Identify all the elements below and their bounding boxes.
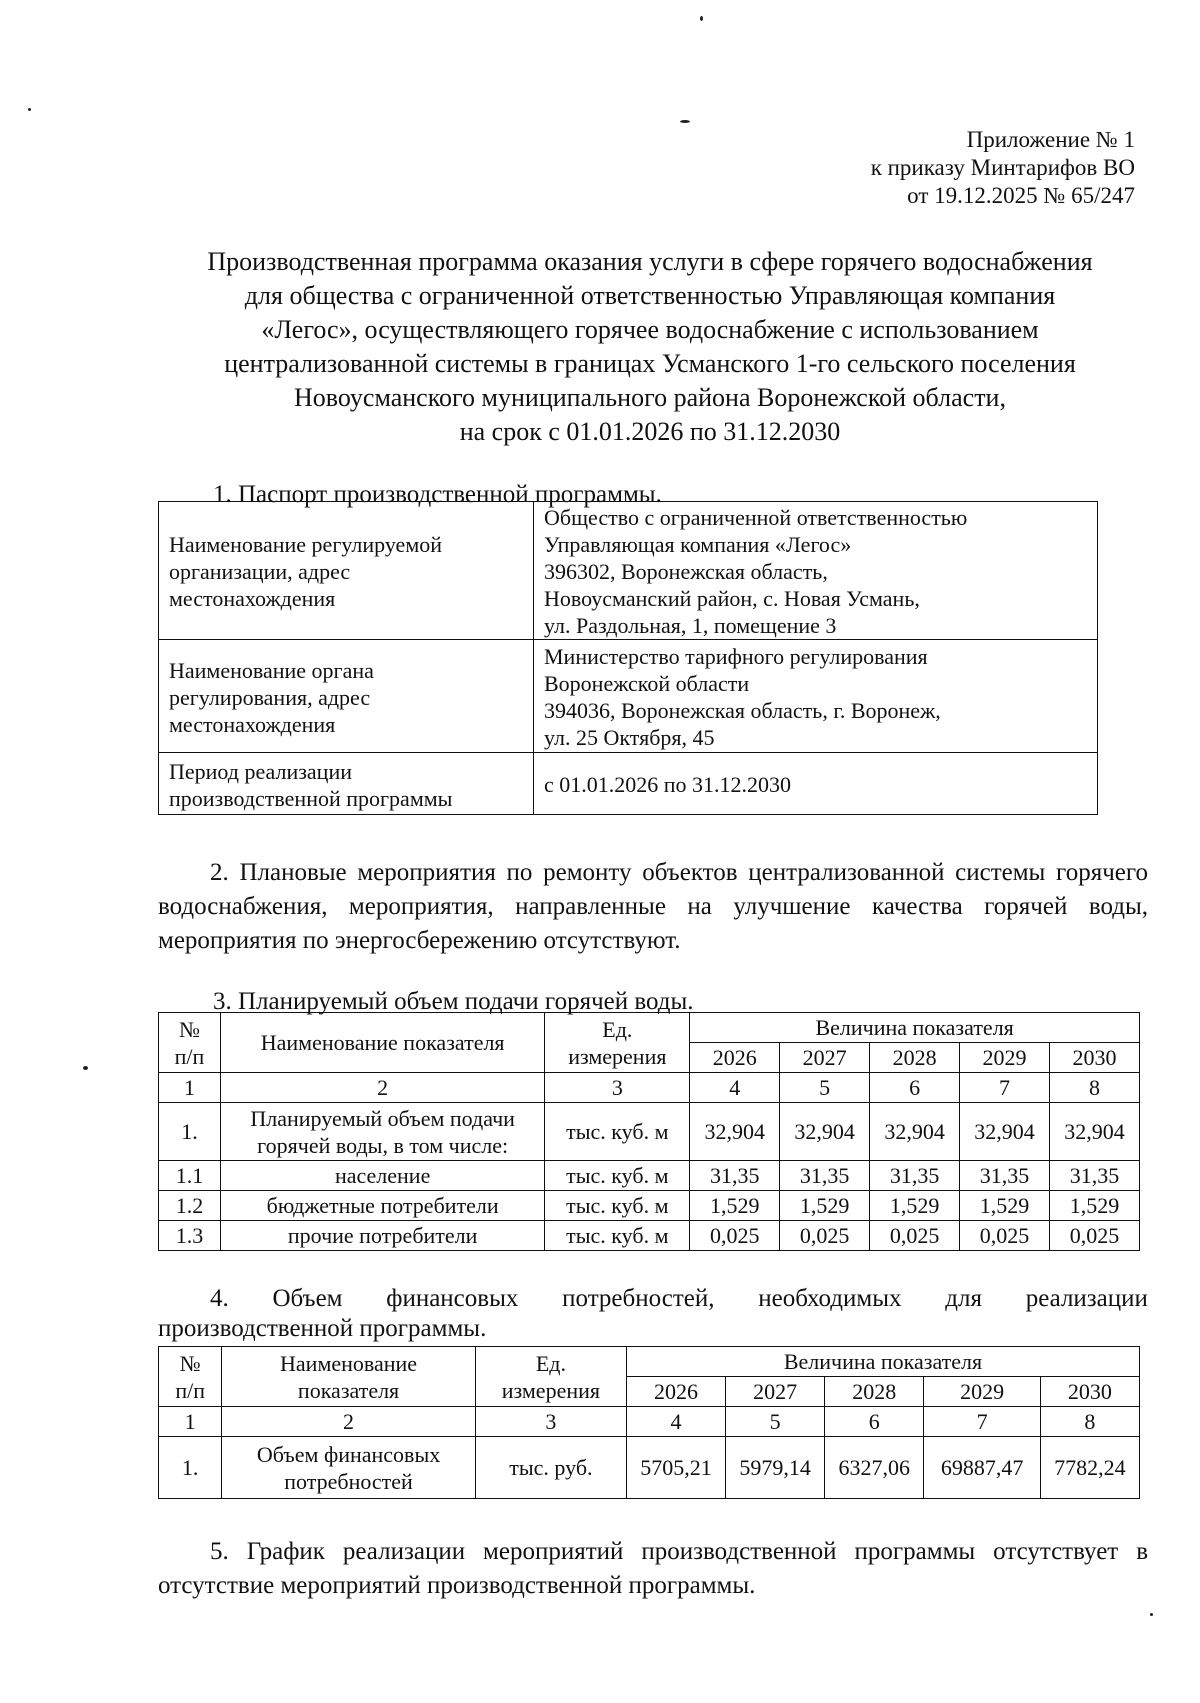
column-number: 8 bbox=[1040, 1407, 1139, 1437]
row-num: 1. bbox=[159, 1437, 222, 1499]
row-name: Планируемый объем подачи горячей воды, в том числе: bbox=[220, 1103, 544, 1161]
table-cell bbox=[159, 753, 534, 815]
header-num: № п/п bbox=[159, 1347, 222, 1407]
cell-line: организации, адрес bbox=[169, 559, 351, 584]
row-value: 6327,06 bbox=[825, 1437, 924, 1499]
scan-speck bbox=[1150, 1613, 1153, 1616]
section1-heading: 1. Паспорт производственной программы. bbox=[213, 481, 662, 508]
row-name: Объем финансовых потребностей bbox=[222, 1437, 475, 1499]
header-year: 2028 bbox=[825, 1377, 924, 1407]
table-row bbox=[159, 1103, 1140, 1161]
section3-heading: 3. Планируемый объем подачи горячей воды. bbox=[213, 988, 694, 1015]
section-number: 4. bbox=[210, 1285, 229, 1312]
appendix-line: от 19.12.2025 № 65/247 bbox=[907, 183, 1135, 208]
hot-water-volume-table bbox=[158, 1012, 1140, 1251]
table-cell bbox=[534, 502, 1098, 640]
column-number: 6 bbox=[825, 1407, 924, 1437]
passport-table bbox=[158, 501, 1098, 815]
column-number: 1 bbox=[159, 1407, 222, 1437]
section5-text: График реализации мероприятий производственной программы отсутствует в отсутствие мероприятий производственной программы. bbox=[158, 1538, 1149, 1599]
header-unit: Ед. измерения bbox=[475, 1347, 626, 1407]
row-value: 5979,14 bbox=[726, 1437, 825, 1499]
row-value: 32,904 bbox=[690, 1103, 780, 1161]
row-value: 31,35 bbox=[690, 1161, 780, 1191]
row-name: бюджетные потребители bbox=[220, 1191, 544, 1221]
header-name: Наименование показателя bbox=[222, 1347, 475, 1407]
row-num: 1. bbox=[159, 1103, 221, 1161]
appendix-reference bbox=[871, 126, 1135, 210]
column-number: 1 bbox=[159, 1073, 221, 1103]
column-number: 4 bbox=[627, 1407, 726, 1437]
row-num: 1.1 bbox=[159, 1161, 221, 1191]
section2-text: Плановые мероприятия по ремонту объектов централизованной системы горячего водоснабжения, мероприятия, направленные на улучшение качества горячей воды, мероприятия по энергосбережению отсутствуют. bbox=[158, 859, 1148, 954]
cell-line: Наименование регулируемой bbox=[169, 532, 443, 557]
column-number: 6 bbox=[870, 1073, 960, 1103]
header-year: 2030 bbox=[1040, 1377, 1139, 1407]
table-cell bbox=[534, 753, 1098, 815]
scan-speck bbox=[700, 16, 703, 21]
table-row bbox=[159, 640, 1098, 753]
row-value: 32,904 bbox=[960, 1103, 1050, 1161]
cell-line: производственной программы bbox=[169, 785, 453, 811]
section-number: 2. bbox=[210, 859, 229, 886]
header-year: 2026 bbox=[627, 1377, 726, 1407]
row-value: 0,025 bbox=[1050, 1221, 1140, 1251]
section4-heading: 4. Объем финансовых потребностей, необходимых для реализации производственной программы. bbox=[158, 1285, 1148, 1342]
cell-line: Воронежской области bbox=[544, 671, 750, 696]
header-year: 2027 bbox=[780, 1043, 870, 1073]
table-cell bbox=[159, 640, 534, 753]
section-number: 5. bbox=[210, 1538, 229, 1565]
table-cell bbox=[159, 502, 534, 640]
row-value: 0,025 bbox=[780, 1221, 870, 1251]
header-year: 2028 bbox=[870, 1043, 960, 1073]
row-value: 0,025 bbox=[960, 1221, 1050, 1251]
row-unit: тыс. руб. bbox=[475, 1437, 626, 1499]
row-value: 1,529 bbox=[1050, 1191, 1140, 1221]
header-year: 2029 bbox=[924, 1377, 1040, 1407]
document-title bbox=[120, 245, 1180, 449]
cell-line: Общество с ограниченной ответственностью bbox=[544, 505, 968, 530]
column-number: 2 bbox=[222, 1407, 475, 1437]
title-line: на срок с 01.01.2026 по 31.12.2030 bbox=[459, 417, 841, 446]
cell-line: ул. 25 Октября, 45 bbox=[544, 725, 715, 750]
cell-line: Управляющая компания «Легос» bbox=[544, 532, 852, 557]
row-num: 1.3 bbox=[159, 1221, 221, 1251]
cell-line: с 01.01.2026 по 31.12.2030 bbox=[544, 772, 792, 797]
cell-line: местонахождения bbox=[169, 711, 336, 737]
header-year: 2026 bbox=[690, 1043, 780, 1073]
title-line: Производственная программа оказания услуги в сфере горячего водоснабжения bbox=[207, 247, 1093, 276]
table-header-row bbox=[159, 1013, 1140, 1043]
row-value: 32,904 bbox=[1050, 1103, 1140, 1161]
row-value: 1,529 bbox=[690, 1191, 780, 1221]
table-row bbox=[159, 1221, 1140, 1251]
cell-line: Новоусманский район, с. Новая Усмань, bbox=[544, 586, 920, 611]
scan-speck bbox=[83, 1066, 88, 1070]
row-value: 0,025 bbox=[870, 1221, 960, 1251]
row-value: 31,35 bbox=[780, 1161, 870, 1191]
cell-line: местонахождения bbox=[169, 586, 336, 611]
row-value: 31,35 bbox=[960, 1161, 1050, 1191]
cell-line: Период реализации bbox=[169, 758, 353, 784]
row-value: 1,529 bbox=[870, 1191, 960, 1221]
row-name: прочие потребители bbox=[220, 1221, 544, 1251]
cell-line: 396302, Воронежская область, bbox=[544, 559, 828, 584]
header-unit: Ед. измерения bbox=[545, 1013, 690, 1073]
row-value: 0,025 bbox=[690, 1221, 780, 1251]
table-row bbox=[159, 753, 1098, 815]
column-number-row bbox=[159, 1407, 1140, 1437]
section5-paragraph bbox=[158, 1535, 1148, 1603]
column-number: 7 bbox=[924, 1407, 1040, 1437]
financial-needs-table bbox=[158, 1346, 1140, 1499]
header-name: Наименование показателя bbox=[220, 1013, 544, 1073]
row-value: 7782,24 bbox=[1040, 1437, 1139, 1499]
row-unit: тыс. куб. м bbox=[545, 1103, 690, 1161]
column-number: 3 bbox=[545, 1073, 690, 1103]
header-year: 2029 bbox=[960, 1043, 1050, 1073]
scan-speck bbox=[28, 108, 31, 111]
row-num: 1.2 bbox=[159, 1191, 221, 1221]
column-number: 7 bbox=[960, 1073, 1050, 1103]
row-value: 69887,47 bbox=[924, 1437, 1040, 1499]
cell-line: 394036, Воронежская область, г. Воронеж, bbox=[544, 698, 941, 723]
title-line: Новоусманского муниципального района Воронежской области, bbox=[294, 383, 1006, 412]
header-num: № п/п bbox=[159, 1013, 221, 1073]
column-number: 3 bbox=[475, 1407, 626, 1437]
table-header-row bbox=[159, 1347, 1140, 1377]
row-name: население bbox=[220, 1161, 544, 1191]
header-value-group: Величина показателя bbox=[690, 1013, 1140, 1043]
title-line: «Легос», осуществляющего горячее водоснабжение с использованием bbox=[261, 315, 1039, 344]
row-value: 5705,21 bbox=[627, 1437, 726, 1499]
table-row bbox=[159, 1161, 1140, 1191]
cell-line: ул. Раздольная, 1, помещение 3 bbox=[544, 613, 837, 638]
cell-line: регулирования, адрес bbox=[169, 684, 371, 710]
column-number: 4 bbox=[690, 1073, 780, 1103]
section2-paragraph bbox=[158, 856, 1148, 958]
header-value-group: Величина показателя bbox=[627, 1347, 1140, 1377]
row-value: 1,529 bbox=[780, 1191, 870, 1221]
title-line: централизованной системы в границах Усманского 1-го сельского поселения bbox=[224, 349, 1076, 378]
table-cell bbox=[534, 640, 1098, 753]
row-value: 31,35 bbox=[1050, 1161, 1140, 1191]
row-unit: тыс. куб. м bbox=[545, 1191, 690, 1221]
row-value: 1,529 bbox=[960, 1191, 1050, 1221]
column-number: 5 bbox=[726, 1407, 825, 1437]
table-row bbox=[159, 1191, 1140, 1221]
scan-speck bbox=[680, 120, 690, 123]
row-value: 32,904 bbox=[870, 1103, 960, 1161]
row-unit: тыс. куб. м bbox=[545, 1161, 690, 1191]
table-row bbox=[159, 502, 1098, 640]
column-number: 2 bbox=[220, 1073, 544, 1103]
cell-line: Министерство тарифного регулирования bbox=[544, 644, 928, 669]
column-number-row bbox=[159, 1073, 1140, 1103]
header-year: 2027 bbox=[726, 1377, 825, 1407]
row-value: 32,904 bbox=[780, 1103, 870, 1161]
appendix-line: Приложение № 1 bbox=[966, 127, 1135, 152]
column-number: 8 bbox=[1050, 1073, 1140, 1103]
column-number: 5 bbox=[780, 1073, 870, 1103]
row-unit: тыс. куб. м bbox=[545, 1221, 690, 1251]
table-row bbox=[159, 1437, 1140, 1499]
cell-line: Наименование органа bbox=[169, 657, 374, 683]
header-year: 2030 bbox=[1050, 1043, 1140, 1073]
title-line: для общества с ограниченной ответственностью Управляющая компания bbox=[244, 281, 1056, 310]
row-value: 31,35 bbox=[870, 1161, 960, 1191]
appendix-line: к приказу Минтарифов ВО bbox=[870, 155, 1135, 180]
